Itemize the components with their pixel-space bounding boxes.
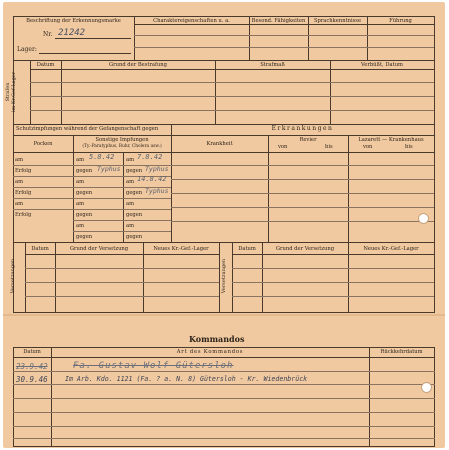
rule (13, 347, 14, 447)
rule (171, 193, 434, 194)
rule (232, 268, 434, 269)
rule (232, 296, 434, 297)
rule (30, 96, 434, 97)
rule (13, 16, 435, 17)
vers-col-grund: Grund der Versetzung (69, 246, 129, 252)
erk-krankheit: Krankheit (206, 141, 233, 147)
rule (219, 242, 220, 312)
erk-revier-bis: bis (325, 144, 333, 150)
strafen-side-label (5, 72, 17, 112)
rule (51, 347, 52, 447)
hw-kdo-text1: Fa. Gustav Wolf Gütersloh (73, 361, 234, 371)
versetzungen-side-right: Versetzungen (221, 258, 227, 294)
impf-row-label: am (15, 157, 24, 163)
rule (13, 152, 434, 153)
schutz-title: Schutzimpfungen während der Gefangenschaft gegen (16, 126, 159, 132)
hw-kdo-date1: 23.9.42 (16, 362, 48, 371)
impf-gegen: gegen (76, 190, 93, 196)
rule (25, 254, 219, 255)
vers-col-grund-2: Grund der Versetzung (275, 246, 335, 252)
rule (232, 254, 434, 255)
hw-kdo-text2: Im Arb. Kdo. 1121 (Fa. ? a. N. 8) Gütersloh - Kr. Wiedenbrück (65, 375, 308, 383)
rule (134, 35, 434, 36)
rule (434, 347, 435, 447)
rule (39, 53, 131, 54)
strafen-col-datum: Datum (36, 62, 55, 68)
kommandos-col-rueck: Rückkehrdatum (380, 349, 423, 355)
rule (13, 384, 435, 385)
erk-revier: Revier (299, 137, 317, 143)
rule (13, 426, 435, 427)
erk-revier-von: von (278, 144, 288, 150)
rule (30, 110, 434, 111)
rule (171, 207, 434, 208)
impf-gegen: gegen (126, 168, 143, 174)
impf-am: am (76, 157, 85, 163)
rule (25, 268, 219, 269)
nr-label: Nr. (43, 31, 53, 38)
punch-hole (418, 213, 429, 224)
hw-impf-typhus1: Typhus (97, 165, 121, 173)
impf-row-label: Erfolg (15, 212, 32, 218)
rule (434, 16, 435, 312)
header-sprachen: Sprachkenntnisse (313, 18, 362, 24)
vers-col-datum-2: Datum (238, 246, 256, 252)
impf-am: am (76, 223, 85, 229)
rule (13, 398, 435, 399)
header-fuehrung: Führung (389, 18, 412, 24)
rule (13, 135, 171, 136)
impf-gegen: gegen (76, 168, 93, 174)
header-faehigkeiten: Besond. Fähigkeiten (251, 18, 306, 24)
vers-col-lager: Neues Kr.-Gef.-Lager (153, 246, 209, 252)
rule (369, 347, 370, 447)
rule (134, 24, 434, 25)
rule (262, 242, 263, 312)
impf-row-label: Erfolg (15, 190, 32, 196)
impf-am: am (126, 223, 135, 229)
rule (13, 209, 171, 210)
header-erkennungsmarke: Beschriftung der Erkennungsmarke (26, 18, 121, 24)
rule (25, 242, 26, 312)
rule (13, 371, 435, 372)
rule (134, 47, 434, 48)
rule (268, 135, 269, 242)
impf-row-label: am (15, 201, 24, 207)
schutz-sonstige-sub: (Ty.-Paratyphus, Ruhr, Cholera usw.) (82, 144, 162, 149)
rule (25, 296, 219, 297)
erk-lazarett-bis: bis (405, 144, 413, 150)
strafen-side-2: im Kr.Gef.Lager (11, 71, 17, 112)
rule (13, 198, 171, 199)
kommandos-col-art: Art des Kommandos (176, 349, 244, 355)
rule (232, 242, 233, 312)
hw-impf-typhus3: Typhus (145, 187, 169, 195)
rule (348, 242, 349, 312)
rule (55, 242, 56, 312)
rule (232, 282, 434, 283)
erk-lazarett-von: von (363, 144, 373, 150)
rule (13, 312, 435, 313)
erk-lazarett: Lazarett — Krankenhaus (358, 137, 424, 143)
versetzungen-side-left: Versetzungen (10, 258, 16, 294)
impf-am: am (76, 201, 85, 207)
kommandos-col-datum: Datum (23, 349, 41, 355)
rule (25, 282, 219, 283)
vers-col-datum: Datum (31, 246, 49, 252)
rule (171, 165, 434, 166)
rule (30, 69, 434, 70)
rule (13, 446, 435, 447)
hw-impf-date2: 7.8.42 (137, 153, 163, 161)
schutz-pocken: Pocken (33, 141, 53, 147)
fold-line (3, 314, 445, 316)
pow-card (3, 2, 445, 448)
schutz-sonstige: Sonstige Impfungen (95, 137, 149, 143)
strafen-col-verbuesst: Verbüßt, Datum (361, 62, 403, 68)
rule (13, 124, 435, 125)
rule (13, 412, 435, 413)
header-charakter: Charaktereigenschaften u. a. (153, 18, 230, 24)
impf-row-label: am (15, 179, 24, 185)
rule (13, 60, 435, 61)
rule (73, 135, 74, 242)
impf-gegen: gegen (126, 190, 143, 196)
rule (348, 135, 349, 242)
impf-am: am (126, 157, 135, 163)
impf-gegen: gegen (126, 212, 143, 218)
impf-gegen: gegen (76, 234, 93, 240)
rule (13, 438, 435, 439)
lager-label: Lager: (17, 46, 37, 53)
rule (13, 347, 435, 348)
rule (171, 179, 434, 180)
impf-gegen: gegen (126, 234, 143, 240)
nr-value: 21242 (58, 28, 86, 38)
strafen-col-grund: Grund der Bestrafung (109, 62, 167, 68)
vers-col-lager-2: Neues Kr.-Gef.-Lager (363, 246, 419, 252)
punch-hole (421, 382, 432, 393)
rule (13, 242, 435, 243)
impf-am: am (126, 179, 135, 185)
impf-am: am (76, 179, 85, 185)
strafen-side-1: Strafen (5, 82, 11, 102)
impf-row-label: Erfolg (15, 168, 32, 174)
hw-impf-date1: 5.8.42 (89, 153, 115, 161)
impf-gegen: gegen (76, 212, 93, 218)
rule (30, 82, 434, 83)
impf-am: am (126, 201, 135, 207)
rule (171, 135, 434, 136)
rule (73, 220, 171, 221)
hw-kdo-date2: 30.9.46 (16, 375, 48, 384)
strafen-col-strafmass: Strafmaß (260, 62, 285, 68)
erkrankungen-title: Erkrankungen (271, 125, 334, 132)
rule (73, 231, 171, 232)
rule (143, 242, 144, 312)
rule (55, 38, 131, 39)
rule (171, 221, 434, 222)
kommandos-title: Kommandos (189, 334, 245, 344)
rule (13, 357, 435, 358)
hw-impf-date3: 14.8.42 (137, 175, 167, 183)
hw-impf-typhus2: Typhus (145, 165, 169, 173)
